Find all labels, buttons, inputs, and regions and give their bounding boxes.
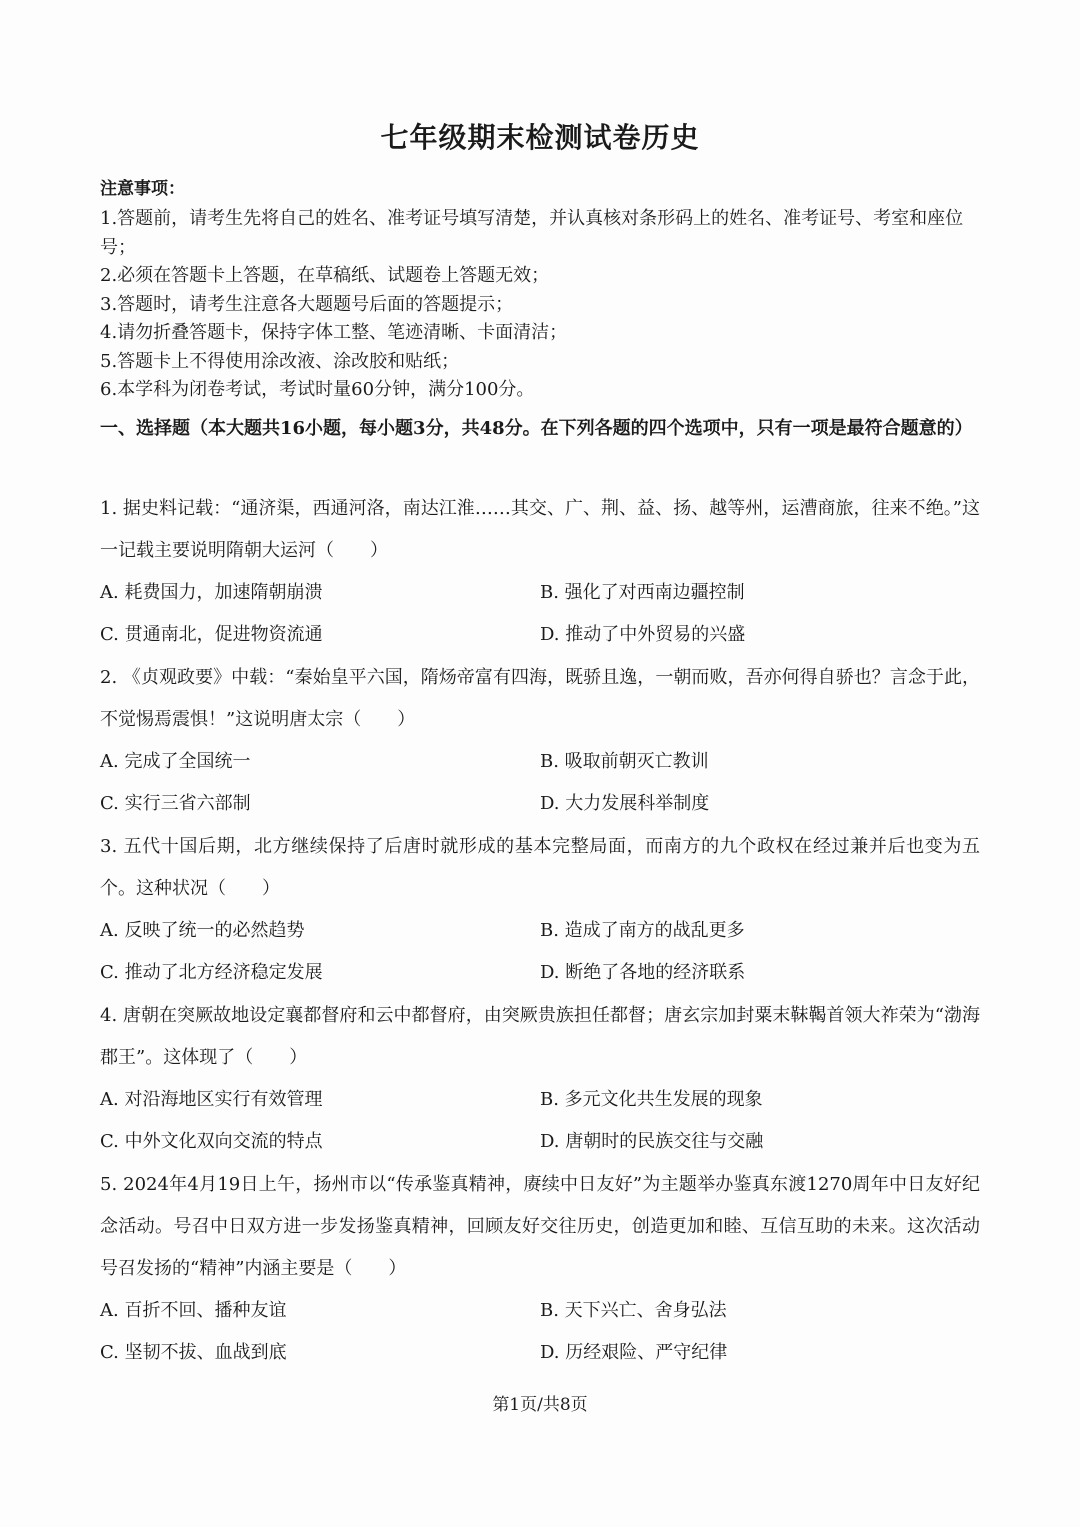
option-d: D. 推动了中外贸易的兴盛 (540, 624, 746, 645)
option-a: A. 对沿海地区实行有效管理 (100, 1089, 323, 1110)
question-5 (100, 1164, 980, 1374)
option-b: B. 强化了对西南边疆控制 (540, 582, 745, 603)
options (100, 1079, 980, 1163)
question-4 (100, 995, 980, 1163)
question-stem: 1. 据史料记载：“通济渠，西通河洛，南达江淮……其交、广、荆、益、扬、越等州，运漕商旅，往来不绝。”这一记载主要说明隋朝大运河（ ） (100, 498, 980, 561)
option-d: D. 大力发展科举制度 (540, 793, 710, 814)
options (100, 910, 980, 994)
notice-item: 2.必须在答题卡上答题，在草稿纸、试题卷上答题无效； (100, 265, 550, 286)
option-a: A. 耗费国力，加速隋朝崩溃 (100, 582, 323, 603)
page-number: 第1页/共8页 (492, 1395, 588, 1415)
notice-list (100, 205, 980, 405)
notice-heading: 注意事项： (100, 179, 185, 199)
notice-item: 6.本学科为闭卷考试，考试时量60分钟，满分100分。 (100, 379, 535, 400)
option-a: A. 百折不回、播种友谊 (100, 1300, 287, 1321)
option-c: C. 贯通南北，促进物资流通 (100, 624, 323, 645)
notice-item: 5.答题卡上不得使用涂改液、涂改胶和贴纸； (100, 350, 460, 372)
option-b: B. 吸取前朝灭亡教训 (540, 751, 709, 772)
options (100, 1290, 980, 1374)
option-b: B. 多元文化共生发展的现象 (540, 1089, 763, 1110)
option-c: C. 坚韧不拔、血战到底 (100, 1342, 287, 1363)
option-d: D. 断绝了各地的经济联系 (540, 962, 746, 983)
question-stem: 4. 唐朝在突厥故地设定襄都督府和云中都督府，由突厥贵族担任都督；唐玄宗加封粟末靺鞨首领大祚荣为“渤海郡王”。这体现了（ ） (100, 1005, 980, 1068)
question-stem: 5. 2024年4月19日上午，扬州市以“传承鉴真精神，赓续中日友好”为主题举办鉴真东渡1270周年中日友好纪念活动。号召中日双方进一步发扬鉴真精神，回顾友好交往历史，创造更加和睦、互信互助的未来。这次活动号召发扬的“精神”内涵主要是（ ） (100, 1174, 980, 1279)
notice-item: 1.答题前，请考生先将自己的姓名、准考证号填写清楚，并认真核对条形码上的姓名、准考证号、考室和座位号； (100, 208, 964, 258)
option-d: D. 唐朝时的民族交往与交融 (540, 1131, 764, 1152)
option-c: C. 中外文化双向交流的特点 (100, 1131, 323, 1152)
option-b: B. 天下兴亡、舍身弘法 (540, 1300, 727, 1321)
option-a: A. 反映了统一的必然趋势 (100, 920, 305, 941)
notice-item: 3.答题时，请考生注意各大题题号后面的答题提示； (100, 293, 514, 315)
question-3 (100, 826, 980, 994)
question-stem: 2. 《贞观政要》中载：“秦始皇平六国，隋炀帝富有四海，既骄且逸，一朝而败，吾亦何得自骄也？言念于此，不觉惕焉震惧！”这说明唐太宗（ ） (100, 667, 980, 730)
option-c: C. 推动了北方经济稳定发展 (100, 962, 323, 983)
option-c: C. 实行三省六部制 (100, 793, 251, 814)
notice-item: 4.请勿折叠答题卡，保持字体工整、笔迹清晰、卡面清洁； (100, 322, 568, 343)
option-d: D. 历经艰险、严守纪律 (540, 1342, 728, 1363)
question-1 (100, 488, 980, 656)
options (100, 741, 980, 825)
option-a: A. 完成了全国统一 (100, 751, 251, 772)
section-heading: 一、选择题（本大题共16小题，每小题3分，共48分。在下列各题的四个选项中，只有一项是最符合题意的） (100, 418, 973, 439)
option-b: B. 造成了南方的战乱更多 (540, 920, 745, 941)
question-stem: 3. 五代十国后期，北方继续保持了后唐时就形成的基本完整局面，而南方的九个政权在经过兼并后也变为五个。这种状况（ ） (100, 836, 980, 899)
question-2 (100, 657, 980, 825)
page-title: 七年级期末检测试卷历史 (380, 121, 700, 154)
options (100, 572, 980, 656)
